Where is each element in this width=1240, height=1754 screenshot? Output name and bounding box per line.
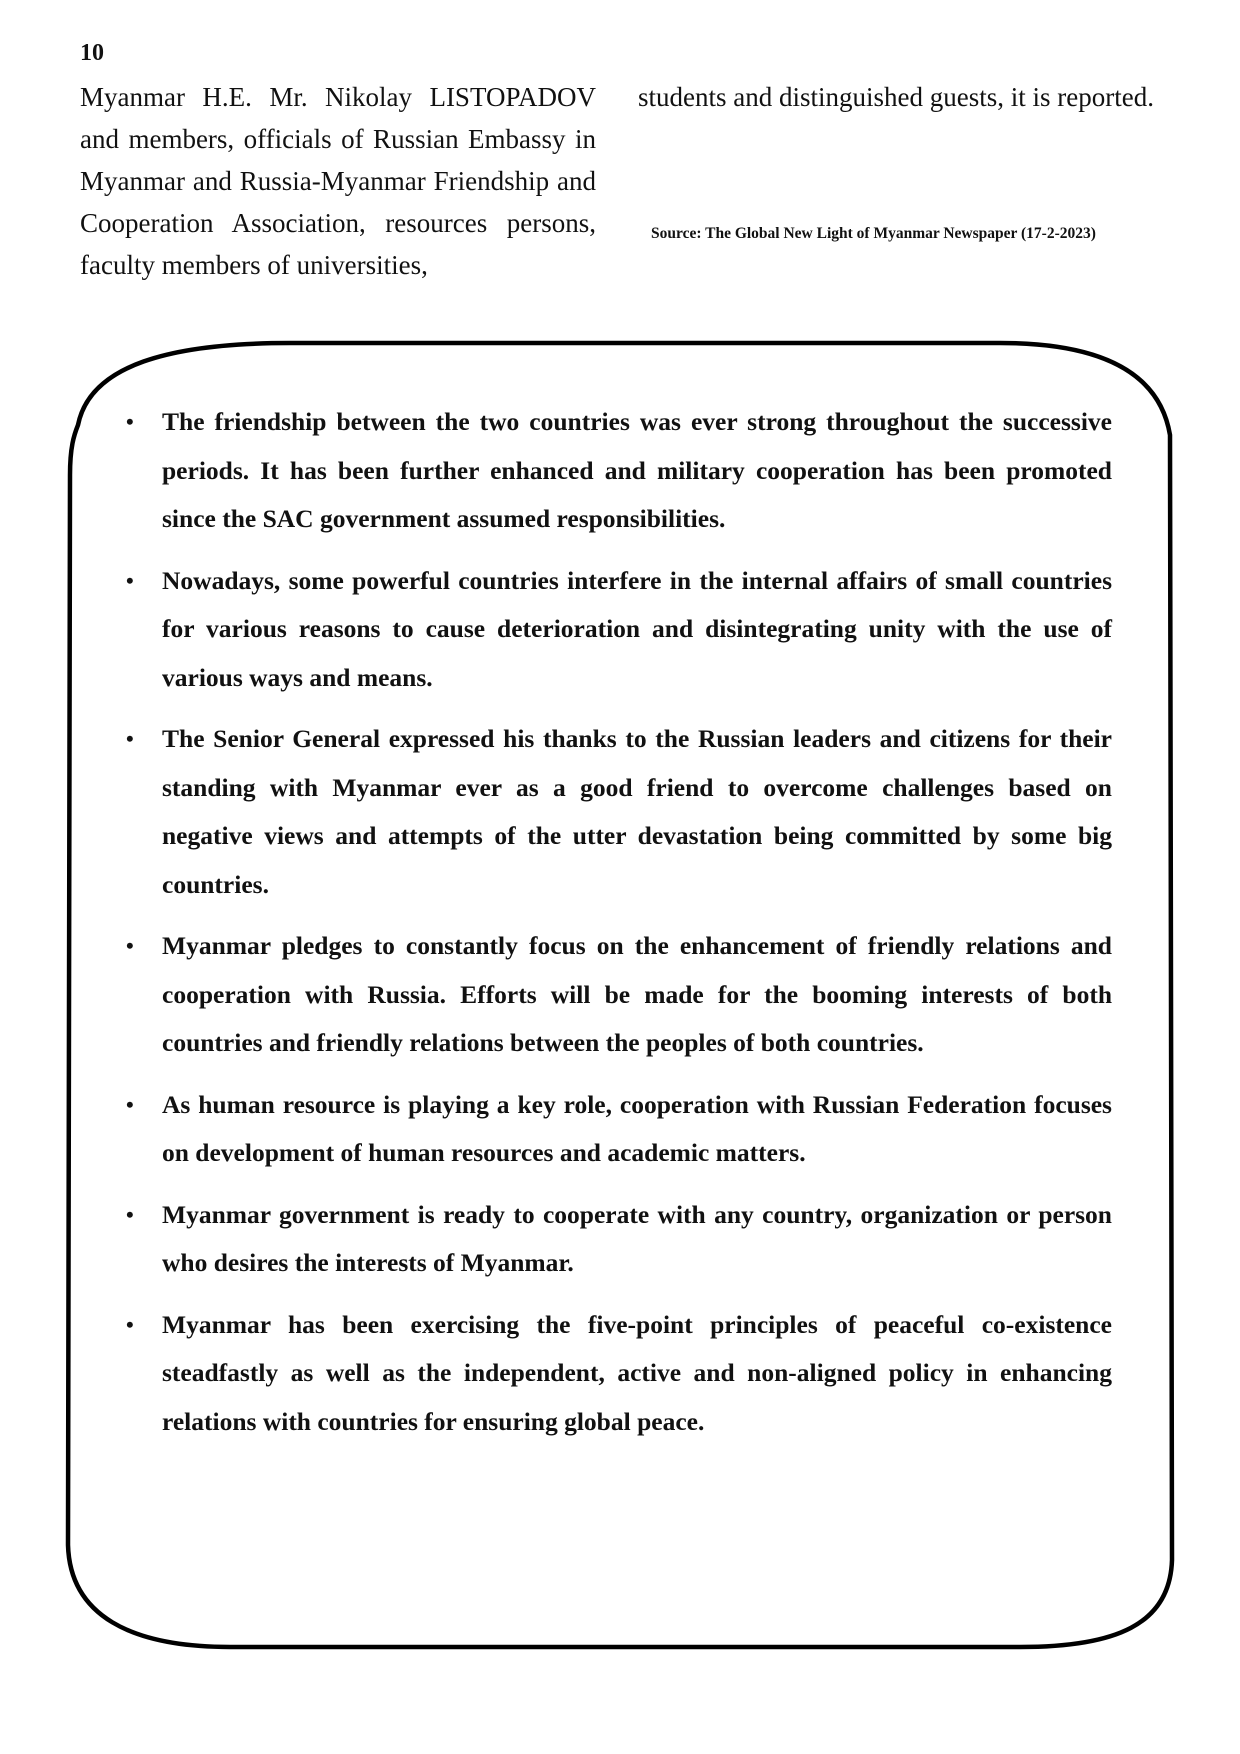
article-right-column: students and distinguished guests, it is reported. — [638, 82, 1154, 112]
bullet-icon: • — [126, 409, 134, 434]
bullet-icon: • — [126, 1311, 134, 1337]
bullet-text: Myanmar government is ready to cooperate with any country, organization or person who desires the interests of Myanmar. — [162, 1199, 1112, 1277]
bullet-icon: • — [126, 1091, 134, 1117]
bullet-text: The friendship between the two countries was ever strong throughout the successive periods. It has been further enhanced and military cooperation has been promoted since the SAC government assumed responsibilities. — [162, 407, 1112, 533]
summary-bullet-list — [126, 398, 1112, 1459]
list-item — [126, 557, 1112, 703]
list-item — [126, 1081, 1112, 1178]
bullet-text: Myanmar has been exercising the five-point principles of peaceful co-existence steadfastly as well as the independent, active and non-aligned policy in enhancing relations with countries for ensuring global peace. — [162, 1309, 1112, 1436]
bullet-icon: • — [126, 1201, 134, 1227]
bullet-text: Myanmar pledges to constantly focus on the enhancement of friendly relations and cooperation with Russia. Efforts will be made for the booming interests of both countries and friendly relations between the peoples of both countries. — [162, 931, 1112, 1057]
page-number: 10 — [80, 40, 104, 66]
article-left-column: Myanmar H.E. Mr. Nikolay LISTOPADOV and members, officials of Russian Embassy in Myanmar and Russia-Myanmar Friendship and Cooperation Association, resources persons, faculty members of universities, — [80, 82, 596, 280]
bullet-text: As human resource is playing a key role, cooperation with Russian Federation focuses on development of human resources and academic matters. — [162, 1089, 1112, 1167]
list-item — [126, 1191, 1112, 1288]
bullet-text: Nowadays, some powerful countries interfere in the internal affairs of small countries for various reasons to cause deterioration and disintegrating unity with the use of various ways and means. — [162, 565, 1112, 692]
bullet-icon: • — [126, 567, 134, 593]
list-item — [126, 1301, 1112, 1447]
list-item — [126, 922, 1112, 1068]
list-item — [126, 715, 1112, 909]
bullet-icon: • — [126, 726, 134, 751]
source-citation: Source: The Global New Light of Myanmar Newspaper (17-2-2023) — [651, 225, 1096, 242]
list-item — [126, 398, 1112, 544]
bullet-text: The Senior General expressed his thanks to the Russian leaders and citizens for their standing with Myanmar ever as a good friend to overcome challenges based on negative views and attempts of the utter devastation being committed by some big countries. — [162, 724, 1112, 899]
bullet-icon: • — [126, 933, 134, 958]
